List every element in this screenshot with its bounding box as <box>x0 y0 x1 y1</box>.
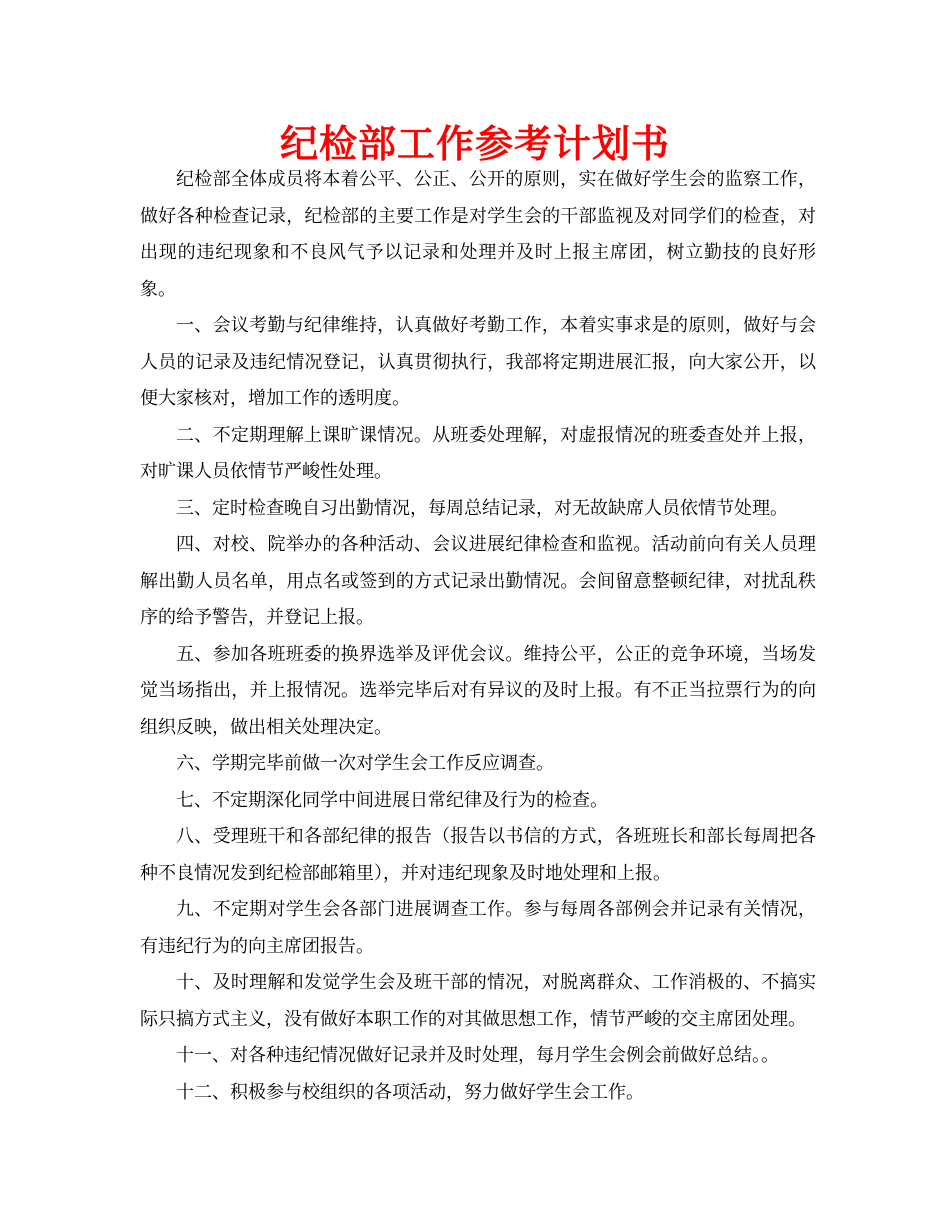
paragraph-item-7: 七、不定期深化同学中间进展日常纪律及行为的检查。 <box>176 789 608 811</box>
document-title: 纪检部工作参考计划书 <box>279 121 670 166</box>
paragraph-item-6: 六、学期完毕前做一次对学生会工作反应调查。 <box>176 753 554 774</box>
document-body <box>140 162 816 1111</box>
paragraph-item-12: 十二、积极参与校组织的各项活动，努力做好学生会工作。 <box>176 1081 644 1103</box>
paragraph-item-5: 五、参加各班班委的换界选举及评优会议。维持公平，公正的竞争环境，当场发觉当场指出，并上报情况。选举完毕后对有异议的及时上报。有不正当拉票行为的向组织反映，做出相关处理决定。 <box>140 643 816 738</box>
paragraph-item-2: 二、不定期理解上课旷课情况。从班委处理解，对虚报情况的班委查处并上报，对旷课人员依情节严峻性处理。 <box>140 424 816 482</box>
paragraph-item-3: 三、定时检查晚自习出勤情况，每周总结记录，对无故缺席人员依情节处理。 <box>176 497 788 519</box>
paragraph-item-1: 一、会议考勤与纪律维持，认真做好考勤工作，本着实事求是的原则，做好与会人员的记录及违纪情况登记，认真贯彻执行，我部将定期进展汇报，向大家公开，以便大家核对，增加工作的透明度。 <box>140 315 816 409</box>
paragraph-item-4: 四、对校、院举办的各种活动、会议进展纪律检查和监视。活动前向有关人员理解出勤人员名单，用点名或签到的方式记录出勤情况。会间留意整顿纪律，对扰乱秩序的给予警告，并登记上报。 <box>140 534 816 628</box>
paragraph-item-10: 十、及时理解和发觉学生会及班干部的情况，对脱离群众、工作消极的、不搞实际只搞方式主义，没有做好本职工作的对其做思想工作，情节严峻的交主席团处理。 <box>140 972 816 1030</box>
paragraph-intro: 纪检部全体成员将本着公平、公正、公开的原则，实在做好学生会的监察工作，做好各种检查记录，纪检部的主要工作是对学生会的干部监视及对同学们的检查，对出现的违纪现象和不良风气予以记录和处理并及时上报主席团，树立勤技的良好形象。 <box>140 169 816 300</box>
paragraph-item-8: 八、受理班干和各部纪律的报告（报告以书信的方式，各班班长和部长每周把各种不良情况发到纪检部邮箱里），并对违纪现象及时地处理和上报。 <box>140 826 816 884</box>
paragraph-item-11: 十一、对各种违纪情况做好记录并及时处理，每月学生会例会前做好总结。。 <box>176 1045 779 1066</box>
paragraph-item-9: 九、不定期对学生会各部门进展调查工作。参与每周各部例会并记录有关情况，有违纪行为的向主席团报告。 <box>140 899 816 957</box>
